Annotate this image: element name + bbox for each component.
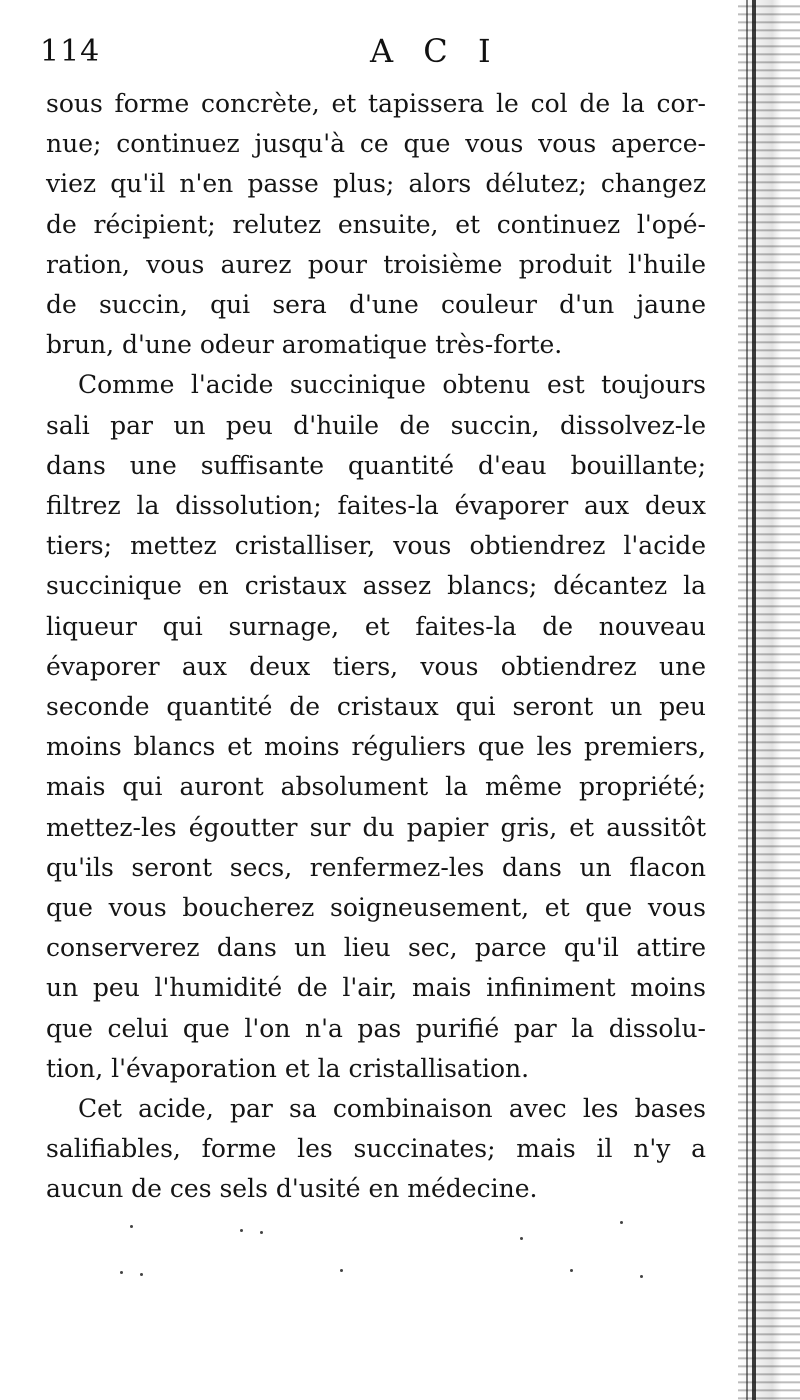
- text-line: de récipient; relutez ensuite, et continuez l'opé-: [46, 209, 706, 239]
- speck: [260, 1231, 263, 1234]
- text-line: dans une suffisante quantité d'eau bouillante;: [46, 450, 706, 480]
- text-line: conserverez dans un lieu sec, parce qu'il attire: [46, 933, 706, 963]
- speck: [130, 1225, 133, 1228]
- page-number: 114: [40, 34, 101, 69]
- text-line: sous forme concrète, et tapissera le col de la cor-: [46, 89, 706, 118]
- print-specks: [100, 1215, 680, 1305]
- text-line: moins blancs et moins réguliers que les premiers,: [46, 732, 706, 762]
- text-line: mais qui auront absolument la même propriété;: [46, 772, 706, 802]
- text-line: tiers; mettez cristalliser, vous obtiendrez l'acide: [46, 531, 706, 561]
- binding-rule-thin: [746, 0, 748, 1400]
- text-line: viez qu'il n'en passe plus; alors délutez; changez: [46, 169, 706, 199]
- text-line: succinique en cristaux assez blancs; décantez la: [46, 571, 706, 601]
- text-line: filtrez la dissolution; faites-la évaporer aux deux: [46, 491, 706, 521]
- text-line: que celui que l'on n'a pas purifié par la dissolu-: [46, 1013, 706, 1043]
- speck: [640, 1275, 643, 1278]
- body-text: [46, 84, 706, 1210]
- text-line: mettez-les égoutter sur du papier gris, et aussitôt: [46, 812, 706, 842]
- speck: [570, 1269, 573, 1272]
- text-line: Cet acide, par sa combinaison avec les bases: [78, 1094, 706, 1124]
- text-line: qu'ils seront secs, renfermez-les dans un flacon: [46, 852, 706, 882]
- paragraph-1: [46, 84, 706, 365]
- text-line: aucun de ces sels d'usité en médecine.: [46, 1174, 538, 1204]
- text-line: seconde quantité de cristaux qui seront un peu: [46, 692, 706, 722]
- text-line: que vous boucherez soigneusement, et que vous: [46, 893, 706, 923]
- text-line: brun, d'une odeur aromatique très-forte.: [46, 330, 563, 360]
- binding-rule: [752, 0, 756, 1400]
- speck: [520, 1237, 523, 1240]
- text-line: Comme l'acide succinique obtenu est toujours: [78, 370, 706, 400]
- text-line: un peu l'humidité de l'air, mais infiniment moins: [46, 973, 706, 1003]
- paragraph-3: [46, 1089, 706, 1210]
- speck: [140, 1273, 143, 1276]
- text-line: sali par un peu d'huile de succin, dissolvez-le: [46, 410, 706, 440]
- text-line: nue; continuez jusqu'à ce que vous vous aperce-: [46, 129, 706, 159]
- paragraph-2: [46, 365, 706, 1089]
- text-line: ration, vous aurez pour troisième produit l'huile: [46, 249, 706, 279]
- text-line: évaporer aux deux tiers, vous obtiendrez une: [46, 651, 706, 681]
- text-line: salifiables, forme les succinates; mais il n'y a: [46, 1134, 706, 1164]
- running-head: A C I: [370, 32, 501, 70]
- text-line: de succin, qui sera d'une couleur d'un jaune: [46, 290, 706, 320]
- speck: [340, 1269, 343, 1272]
- speck: [620, 1221, 623, 1224]
- speck: [120, 1271, 123, 1274]
- text-line: tion, l'évaporation et la cristallisation.: [46, 1053, 530, 1083]
- text-line: liqueur qui surnage, et faites-la de nouveau: [46, 611, 706, 641]
- speck: [240, 1229, 243, 1232]
- page-header: [40, 30, 740, 80]
